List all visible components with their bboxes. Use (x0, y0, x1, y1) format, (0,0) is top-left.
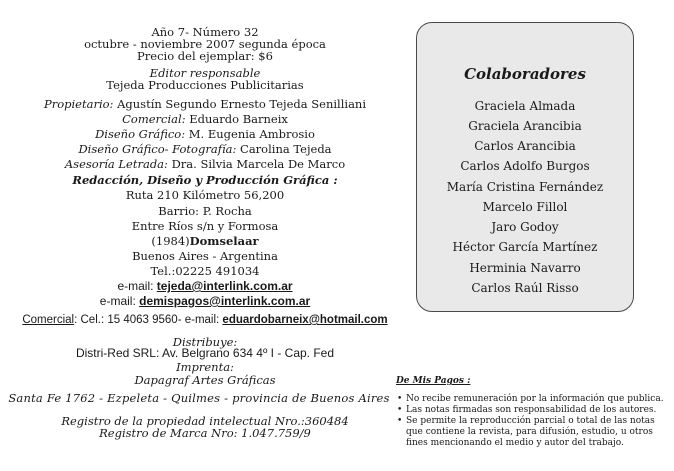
note-item: • No recibe remuneración por la información que publica. (396, 394, 674, 405)
credit-design (0, 128, 410, 141)
credit-photo (0, 143, 410, 156)
collaborator-name: Carlos Arancibia (474, 139, 576, 153)
printing-label: Imprenta: (176, 360, 234, 374)
email-prefix: e-mail: (117, 279, 157, 293)
notes-title: De Mis Pagos : (396, 376, 471, 386)
collaborator-name: Graciela Arancibia (468, 119, 582, 133)
credit-label: Diseño Gráfico- Fotografía: (78, 142, 237, 156)
email-link[interactable]: tejeda@interlink.com.ar (156, 279, 293, 293)
address-line: Barrio: P. Rocha (158, 204, 252, 218)
address-line: Buenos Aires - Argentina (132, 249, 278, 263)
issue-number: Año 7- Número 32 (151, 25, 259, 39)
collaborators-panel (416, 22, 634, 312)
printing-name: Dapagraf Artes Gráficas (134, 373, 276, 387)
registry-line: Registro de la propiedad intelectual Nro.:360484 (61, 414, 349, 428)
collaborator-name: Herminia Navarro (469, 261, 581, 275)
commercial-label: Comercial (22, 314, 75, 326)
collaborators-title: Colaboradores (464, 65, 586, 83)
phone: Tel.:02225 491034 (150, 264, 260, 278)
email-row (0, 295, 410, 308)
collaborator-name: Carlos Adolfo Burgos (460, 159, 590, 173)
email-prefix: e-mail: (99, 294, 140, 308)
editor-label: Editor responsable (149, 66, 261, 80)
credit-label: Asesoría Letrada: (64, 157, 168, 171)
credit-value: Carolina Tejeda (236, 142, 332, 156)
town-name: Domselaar (189, 234, 259, 248)
email-row (0, 280, 410, 293)
commercial-contact (0, 314, 410, 327)
note-item: • Se permite la reproducción parcial o total de las notas que contiene la revista, para difusión, estudio, u otros fines mencionando el medio y autor del trabajo. (396, 416, 668, 449)
collaborator-name: Carlos Raúl Risso (471, 281, 579, 295)
credit-owner (0, 98, 410, 111)
printing-address: Santa Fe 1762 - Ezpeleta - Quilmes - provincia de Buenos Aires (8, 391, 390, 405)
distribution-value: Distri-Red SRL: Av. Belgrano 634 4º I - Cap. Fed (75, 346, 335, 360)
registry-line: Registro de Marca Nro: 1.047.759/9 (99, 426, 311, 440)
email-link[interactable]: demispagos@interlink.com.ar (139, 294, 311, 308)
credit-value: Dra. Silvia Marcela De Marco (167, 157, 346, 171)
credit-commercial (0, 113, 410, 126)
credit-legal (0, 158, 410, 171)
publication-notes (396, 376, 674, 449)
issue-date: octubre - noviembre 2007 segunda época (84, 37, 326, 51)
credit-value: Agustín Segundo Ernesto Tejeda Senilliani (113, 97, 367, 111)
collaborator-name: Marcelo Fillol (482, 200, 568, 214)
credit-value: M. Eugenia Ambrosio (185, 127, 315, 141)
credit-label: Propietario: (43, 97, 114, 111)
credit-value: Eduardo Barneix (185, 112, 288, 126)
collaborator-name: María Cristina Fernández (446, 180, 604, 194)
address-town (0, 235, 410, 248)
address-line: Ruta 210 Kilómetro 56,200 (125, 188, 285, 202)
commercial-text: : Cel.: 15 4063 9560- e-mail: (74, 314, 223, 326)
issue-price: Precio del ejemplar: $6 (137, 49, 273, 63)
note-item: • Las notas firmadas son responsabilidad de los autores. (396, 405, 674, 416)
collaborator-name: Jaro Godoy (491, 220, 559, 234)
editor-value: Tejeda Producciones Publicitarias (106, 78, 304, 92)
distribution-label: Distribuye: (172, 335, 238, 349)
credit-label: Comercial: (122, 112, 186, 126)
address-label: Redacción, Diseño y Producción Gráfica : (72, 173, 338, 187)
email-link[interactable]: eduardobarneix@hotmail.com (222, 314, 388, 326)
collaborator-name: Héctor García Martínez (452, 240, 598, 254)
credit-label: Diseño Gráfico: (95, 127, 186, 141)
postal-code: (1984) (151, 234, 190, 248)
collaborator-name: Graciela Almada (474, 99, 576, 113)
address-line: Entre Ríos s/n y Formosa (131, 219, 279, 233)
